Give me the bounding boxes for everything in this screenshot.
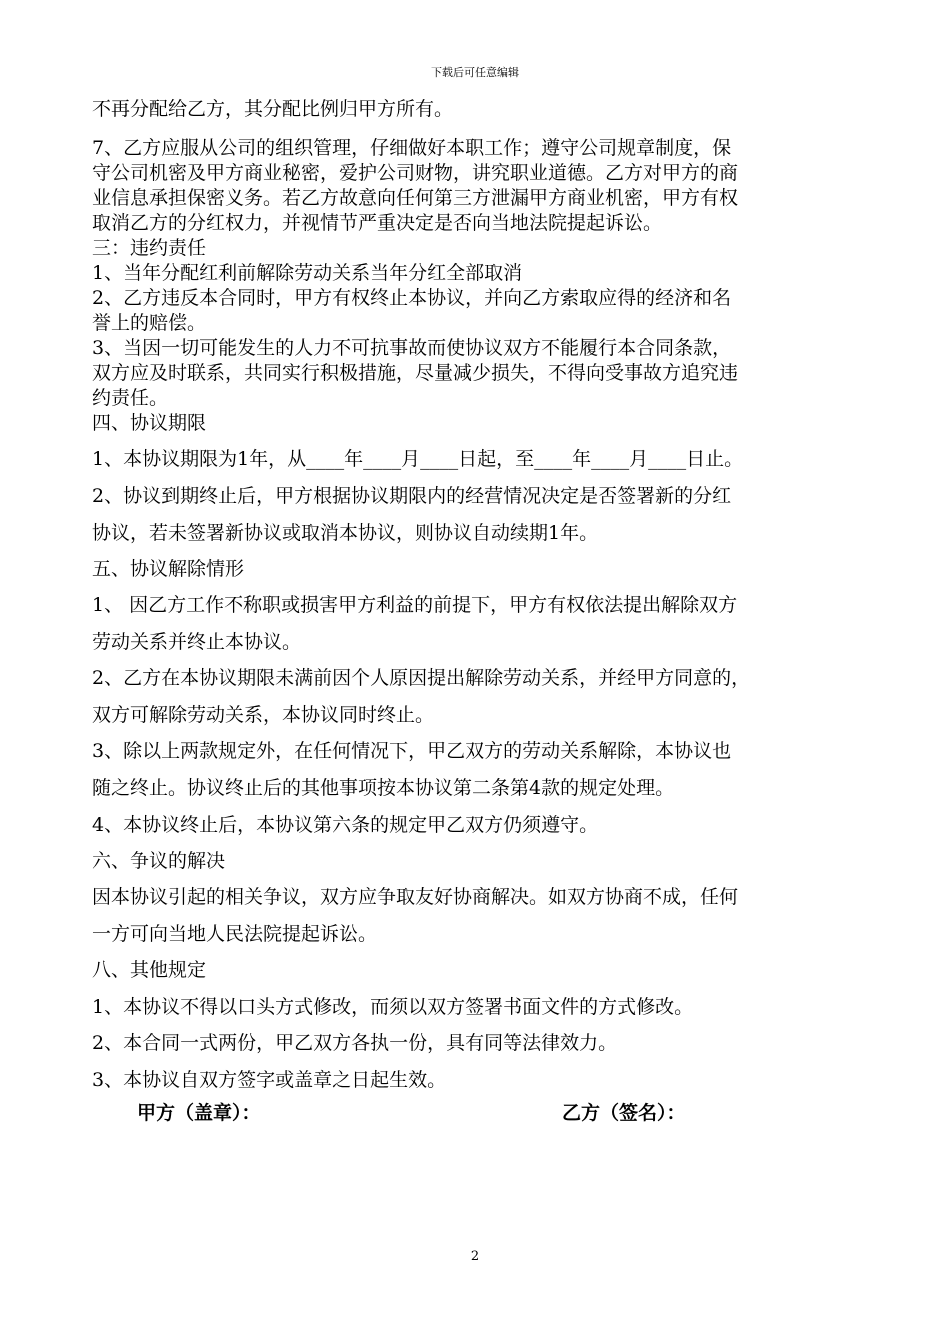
text-line: 劳动关系并终止本协议。 <box>92 631 302 653</box>
text-line: 因本协议引起的相关争议，双方应争取友好协商解决。如双方协商不成，任何 <box>92 886 739 908</box>
party-b-signature-label: 乙方（签名）： <box>562 1102 686 1124</box>
text-line: 双方应及时联系，共同实行积极措施，尽量减少损失，不得向受事故方追究违 <box>92 362 739 384</box>
text-line: 4、本协议终止后，本协议第六条的规定甲乙双方仍须遵守。 <box>92 814 599 836</box>
section-heading: 五、协议解除情形 <box>92 558 245 580</box>
section-heading: 八、其他规定 <box>92 959 207 981</box>
section-heading: 四、协议期限 <box>92 412 207 434</box>
page-number: 2 <box>470 1249 480 1264</box>
section-heading: 三：违约责任 <box>92 237 207 259</box>
page-header: 下载后可任意编辑 <box>431 66 519 79</box>
text-line: 1、当年分配红利前解除劳动关系当年分红全部取消 <box>92 262 523 284</box>
text-line: 1、本协议不得以口头方式修改，而须以双方签署书面文件的方式修改。 <box>92 996 694 1018</box>
text-line: 约责任。 <box>92 387 169 409</box>
text-line: 一方可向当地人民法院提起诉讼。 <box>92 923 378 945</box>
text-line: 2、协议到期终止后，甲方根据协议期限内的经营情况决定是否签署新的分红 <box>92 485 732 507</box>
text-line: 1、本协议期限为1年，从____年____月____日起，至____年____月____日止。 <box>92 448 744 470</box>
text-line: 协议，若未签署新协议或取消本协议，则协议自动续期1年。 <box>92 522 599 544</box>
text-line: 2、乙方违反本合同时，甲方有权终止本协议，并向乙方索取应得的经济和名 <box>92 287 732 309</box>
text-line: 守公司机密及甲方商业秘密，爱护公司财物，讲究职业道德。乙方对甲方的商 <box>92 162 739 184</box>
section-heading: 六、争议的解决 <box>92 850 226 872</box>
text-line: 3、除以上两款规定外，在任何情况下，甲乙双方的劳动关系解除，本协议也 <box>92 740 732 762</box>
text-line: 2、乙方在本协议期限未满前因个人原因提出解除劳动关系，并经甲方同意的， <box>92 667 751 689</box>
text-line: 3、当因一切可能发生的人力不可抗事故而使协议双方不能履行本合同条款， <box>92 337 732 359</box>
text-line: 1、 因乙方工作不称职或损害甲方利益的前提下，甲方有权依法提出解除双方 <box>92 594 738 616</box>
text-line: 随之终止。协议终止后的其他事项按本协议第二条第4款的规定处理。 <box>92 777 675 799</box>
text-line: 取消乙方的分红权力，并视情节严重决定是否向当地法院提起诉讼。 <box>92 212 663 234</box>
text-line: 7、乙方应服从公司的组织管理，仔细做好本职工作；遵守公司规章制度，保 <box>92 137 732 159</box>
party-a-signature-label: 甲方（盖章）： <box>137 1102 261 1124</box>
text-line: 誉上的赔偿。 <box>92 312 207 334</box>
text-line: 业信息承担保密义务。若乙方故意向任何第三方泄漏甲方商业机密，甲方有权 <box>92 187 739 209</box>
text-line: 双方可解除劳动关系，本协议同时终止。 <box>92 704 435 726</box>
text-line: 3、本协议自双方签字或盖章之日起生效。 <box>92 1069 447 1091</box>
text-line: 不再分配给乙方，其分配比例归甲方所有。 <box>92 98 454 120</box>
text-line: 2、本合同一式两份，甲乙双方各执一份，具有同等法律效力。 <box>92 1032 618 1054</box>
